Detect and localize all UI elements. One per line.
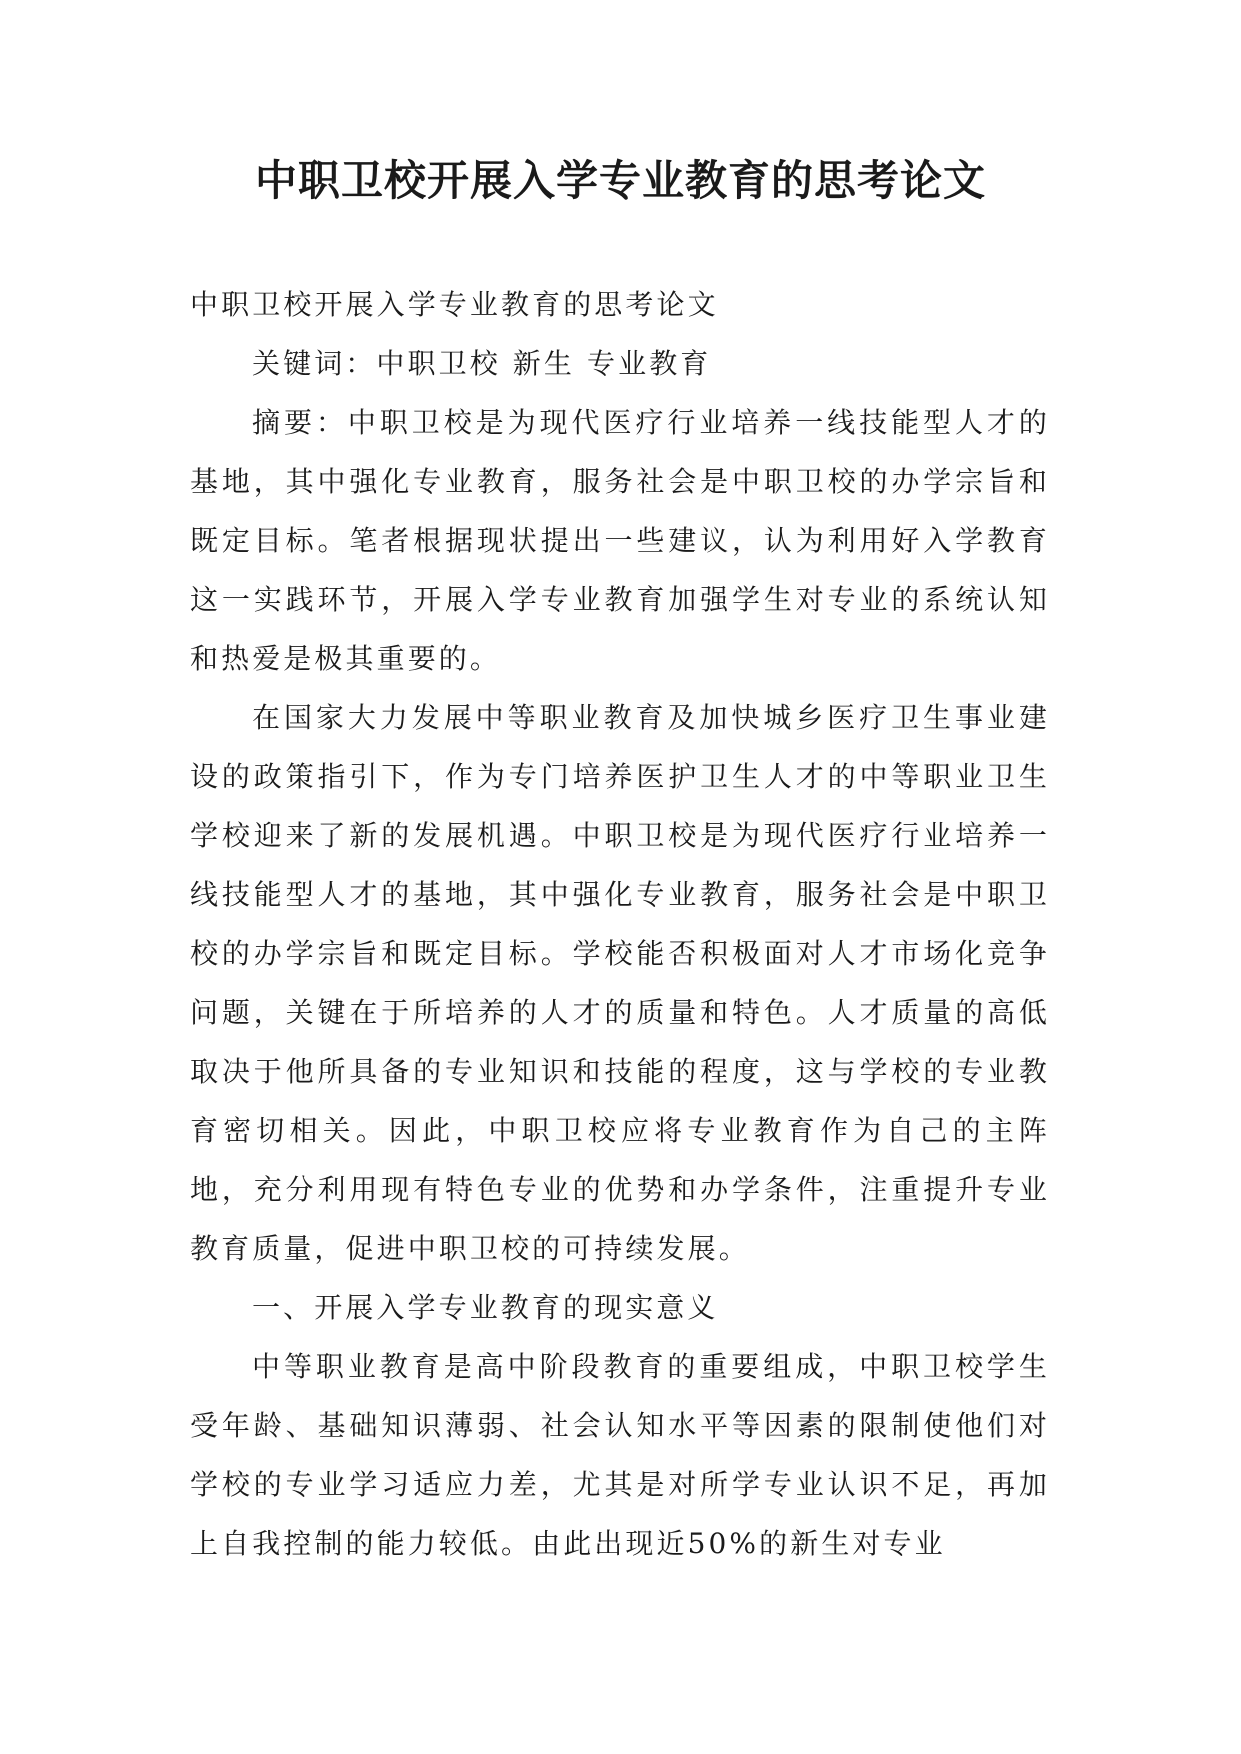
body-paragraph-1: 在国家大力发展中等职业教育及加快城乡医疗卫生事业建设的政策指引下，作为专门培养医护卫生人才的中等职业卫生学校迎来了新的发展机遇。中职卫校是为现代医疗行业培养一线技能型人才的基地，其中强化专业教育，服务社会是中职卫校的办学宗旨和既定目标。学校能否积极面对人才市场化竞争问题，关键在于所培养的人才的质量和特色。人才质量的高低取决于他所具备的专业知识和技能的程度，这与学校的专业教育密切相关。因此，中职卫校应将专业教育作为自己的主阵地，充分利用现有特色专业的优势和办学条件，注重提升专业教育质量，促进中职卫校的可持续发展。 xyxy=(190,701,1050,1265)
section-heading: 一、开展入学专业教育的现实意义 xyxy=(252,1291,719,1324)
abstract-paragraph: 摘要：中职卫校是为现代医疗行业培养一线技能型人才的基地，其中强化专业教育，服务社会是中职卫校的办学宗旨和既定目标。笔者根据现状提出一些建议，认为利用好入学教育这一实践环节，开展入学专业教育加强学生对专业的系统认知和热爱是极其重要的。 xyxy=(190,406,1050,675)
document-title: 中职卫校开展入学专业教育的思考论文 xyxy=(254,156,986,205)
subtitle-line: 中职卫校开展入学专业教育的思考论文 xyxy=(190,288,719,321)
document-body xyxy=(190,275,1050,1573)
body-paragraph-2: 中等职业教育是高中阶段教育的重要组成，中职卫校学生受年龄、基础知识薄弱、社会认知水平等因素的限制使他们对学校的专业学习适应力差，尤其是对所学专业认识不足，再加上自我控制的能力较低。由此出现近50%的新生对专业 xyxy=(190,1350,1050,1560)
keywords-line: 关键词：中职卫校 新生 专业教育 xyxy=(252,347,712,380)
